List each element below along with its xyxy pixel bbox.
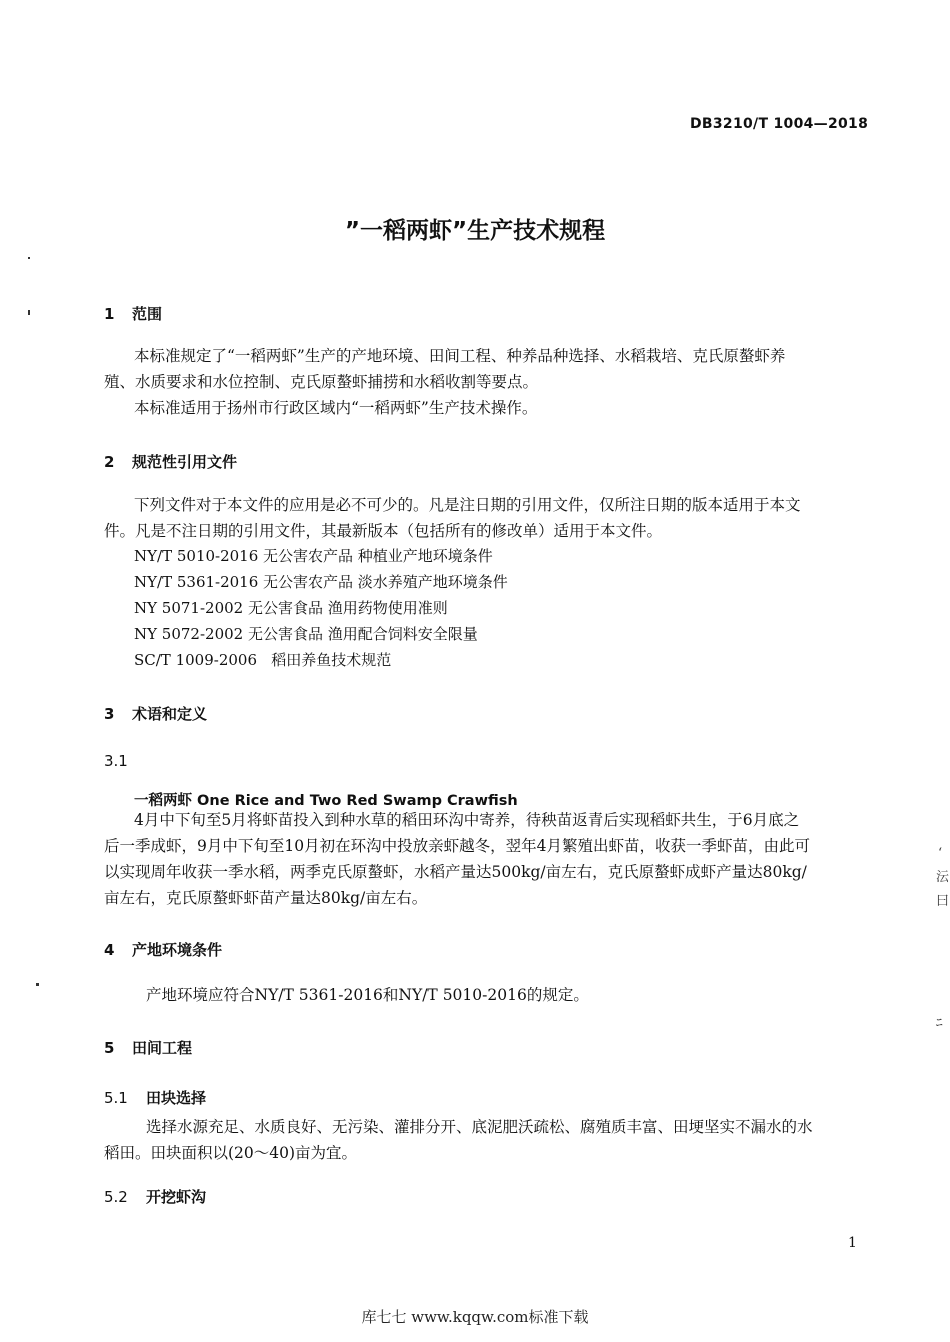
footer-watermark: 库七七 www.kqqw.com标准下载 bbox=[361, 1308, 589, 1326]
section-2-para-line: 件。凡是不注日期的引用文件，其最新版本（包括所有的修改单）适用于本文件。 bbox=[104, 522, 663, 540]
subsection-5-2-heading bbox=[104, 1186, 206, 1207]
subsection-number: 5.2 bbox=[104, 1188, 128, 1206]
definition-line: 后一季成虾，9月中下旬至10月初在环沟中投放亲虾越冬，翌年4月繁殖出虾苗，收获一季虾苗，由此可 bbox=[104, 837, 810, 855]
section-number: 3 bbox=[104, 705, 115, 723]
section-number: 4 bbox=[104, 941, 115, 959]
subsection-number: 3.1 bbox=[104, 752, 128, 770]
subsection-5-1-para-line: 选择水源充足、水质良好、无污染、灌排分开、底泥肥沃疏松、腐殖质丰富、田埂坚实不漏水的水 bbox=[146, 1118, 813, 1136]
reference-item: SC/T 1009-2006 稻田养鱼技术规范 bbox=[134, 651, 392, 669]
subsection-5-1-heading bbox=[104, 1087, 206, 1108]
section-2-heading bbox=[104, 451, 237, 472]
section-1-para-line: 本标准规定了“一稻两虾”生产的产地环境、田间工程、种养品种选择、水稻栽培、克氏原螯虾养 bbox=[134, 347, 786, 365]
page-number: 1 bbox=[848, 1235, 857, 1251]
reference-item: NY/T 5010-2016 无公害农产品 种植业产地环境条件 bbox=[134, 547, 493, 565]
definition-line: 以实现周年收获一季水稻，两季克氏原螯虾，水稻产量达500kg/亩左右，克氏原螯虾成虾产量达80kg/ bbox=[104, 863, 807, 881]
section-2-para-line: 下列文件对于本文件的应用是必不可少的。凡是注日期的引用文件，仅所注日期的版本适用于本文 bbox=[134, 496, 801, 514]
section-1-para-line: 殖、水质要求和水位控制、克氏原螯虾捕捞和水稻收割等要点。 bbox=[104, 373, 539, 391]
edge-mark: 曰 bbox=[936, 894, 950, 909]
scan-dot bbox=[28, 257, 30, 259]
scan-dot bbox=[36, 983, 39, 986]
section-1-para-2: 本标准适用于扬州市行政区域内“一稻两虾”生产技术操作。 bbox=[134, 399, 538, 417]
subsection-title: 田块选择 bbox=[146, 1089, 207, 1107]
page-title: ”一稻两虾”生产技术规程 bbox=[344, 218, 606, 244]
section-title: 术语和定义 bbox=[132, 705, 208, 723]
section-3-heading bbox=[104, 703, 207, 724]
section-number: 1 bbox=[104, 305, 115, 323]
subsection-5-1-para-line: 稻田。田块面积以(20～40)亩为宜。 bbox=[104, 1144, 358, 1162]
section-4-para: 产地环境应符合NY/T 5361-2016和NY/T 5010-2016的规定。 bbox=[146, 986, 589, 1004]
section-5-heading bbox=[104, 1037, 192, 1058]
reference-item: NY 5072-2002 无公害食品 渔用配合饲料安全限量 bbox=[134, 625, 478, 643]
section-title: 田间工程 bbox=[132, 1039, 193, 1057]
definition-line: 4月中下旬至5月将虾苗投入到种水草的稻田环沟中寄养，待秧苗返青后实现稻虾共生，于6月底之 bbox=[134, 811, 800, 829]
reference-item: NY 5071-2002 无公害食品 渔用药物使用准则 bbox=[134, 599, 448, 617]
edge-mark: ʻ bbox=[938, 846, 943, 861]
section-title: 规范性引用文件 bbox=[132, 453, 238, 471]
scan-dot bbox=[28, 310, 30, 315]
definition-line: 亩左右，克氏原螯虾虾苗产量达80kg/亩左右。 bbox=[104, 889, 428, 907]
document-id: DB3210/T 1004—2018 bbox=[690, 116, 869, 132]
section-4-heading bbox=[104, 939, 222, 960]
section-number: 5 bbox=[104, 1039, 115, 1057]
subsection-title: 开挖虾沟 bbox=[146, 1188, 207, 1206]
section-title: 范围 bbox=[132, 305, 163, 323]
subsection-number: 5.1 bbox=[104, 1089, 128, 1107]
section-title: 产地环境条件 bbox=[132, 941, 223, 959]
reference-item: NY/T 5361-2016 无公害农产品 淡水养殖产地环境条件 bbox=[134, 573, 508, 591]
edge-mark: ﾆ bbox=[936, 1016, 943, 1031]
section-number: 2 bbox=[104, 453, 115, 471]
term-title: 一稻两虾 One Rice and Two Red Swamp Crawfish bbox=[134, 793, 518, 809]
edge-mark: 沄 bbox=[936, 870, 950, 885]
section-1-heading bbox=[104, 303, 162, 324]
